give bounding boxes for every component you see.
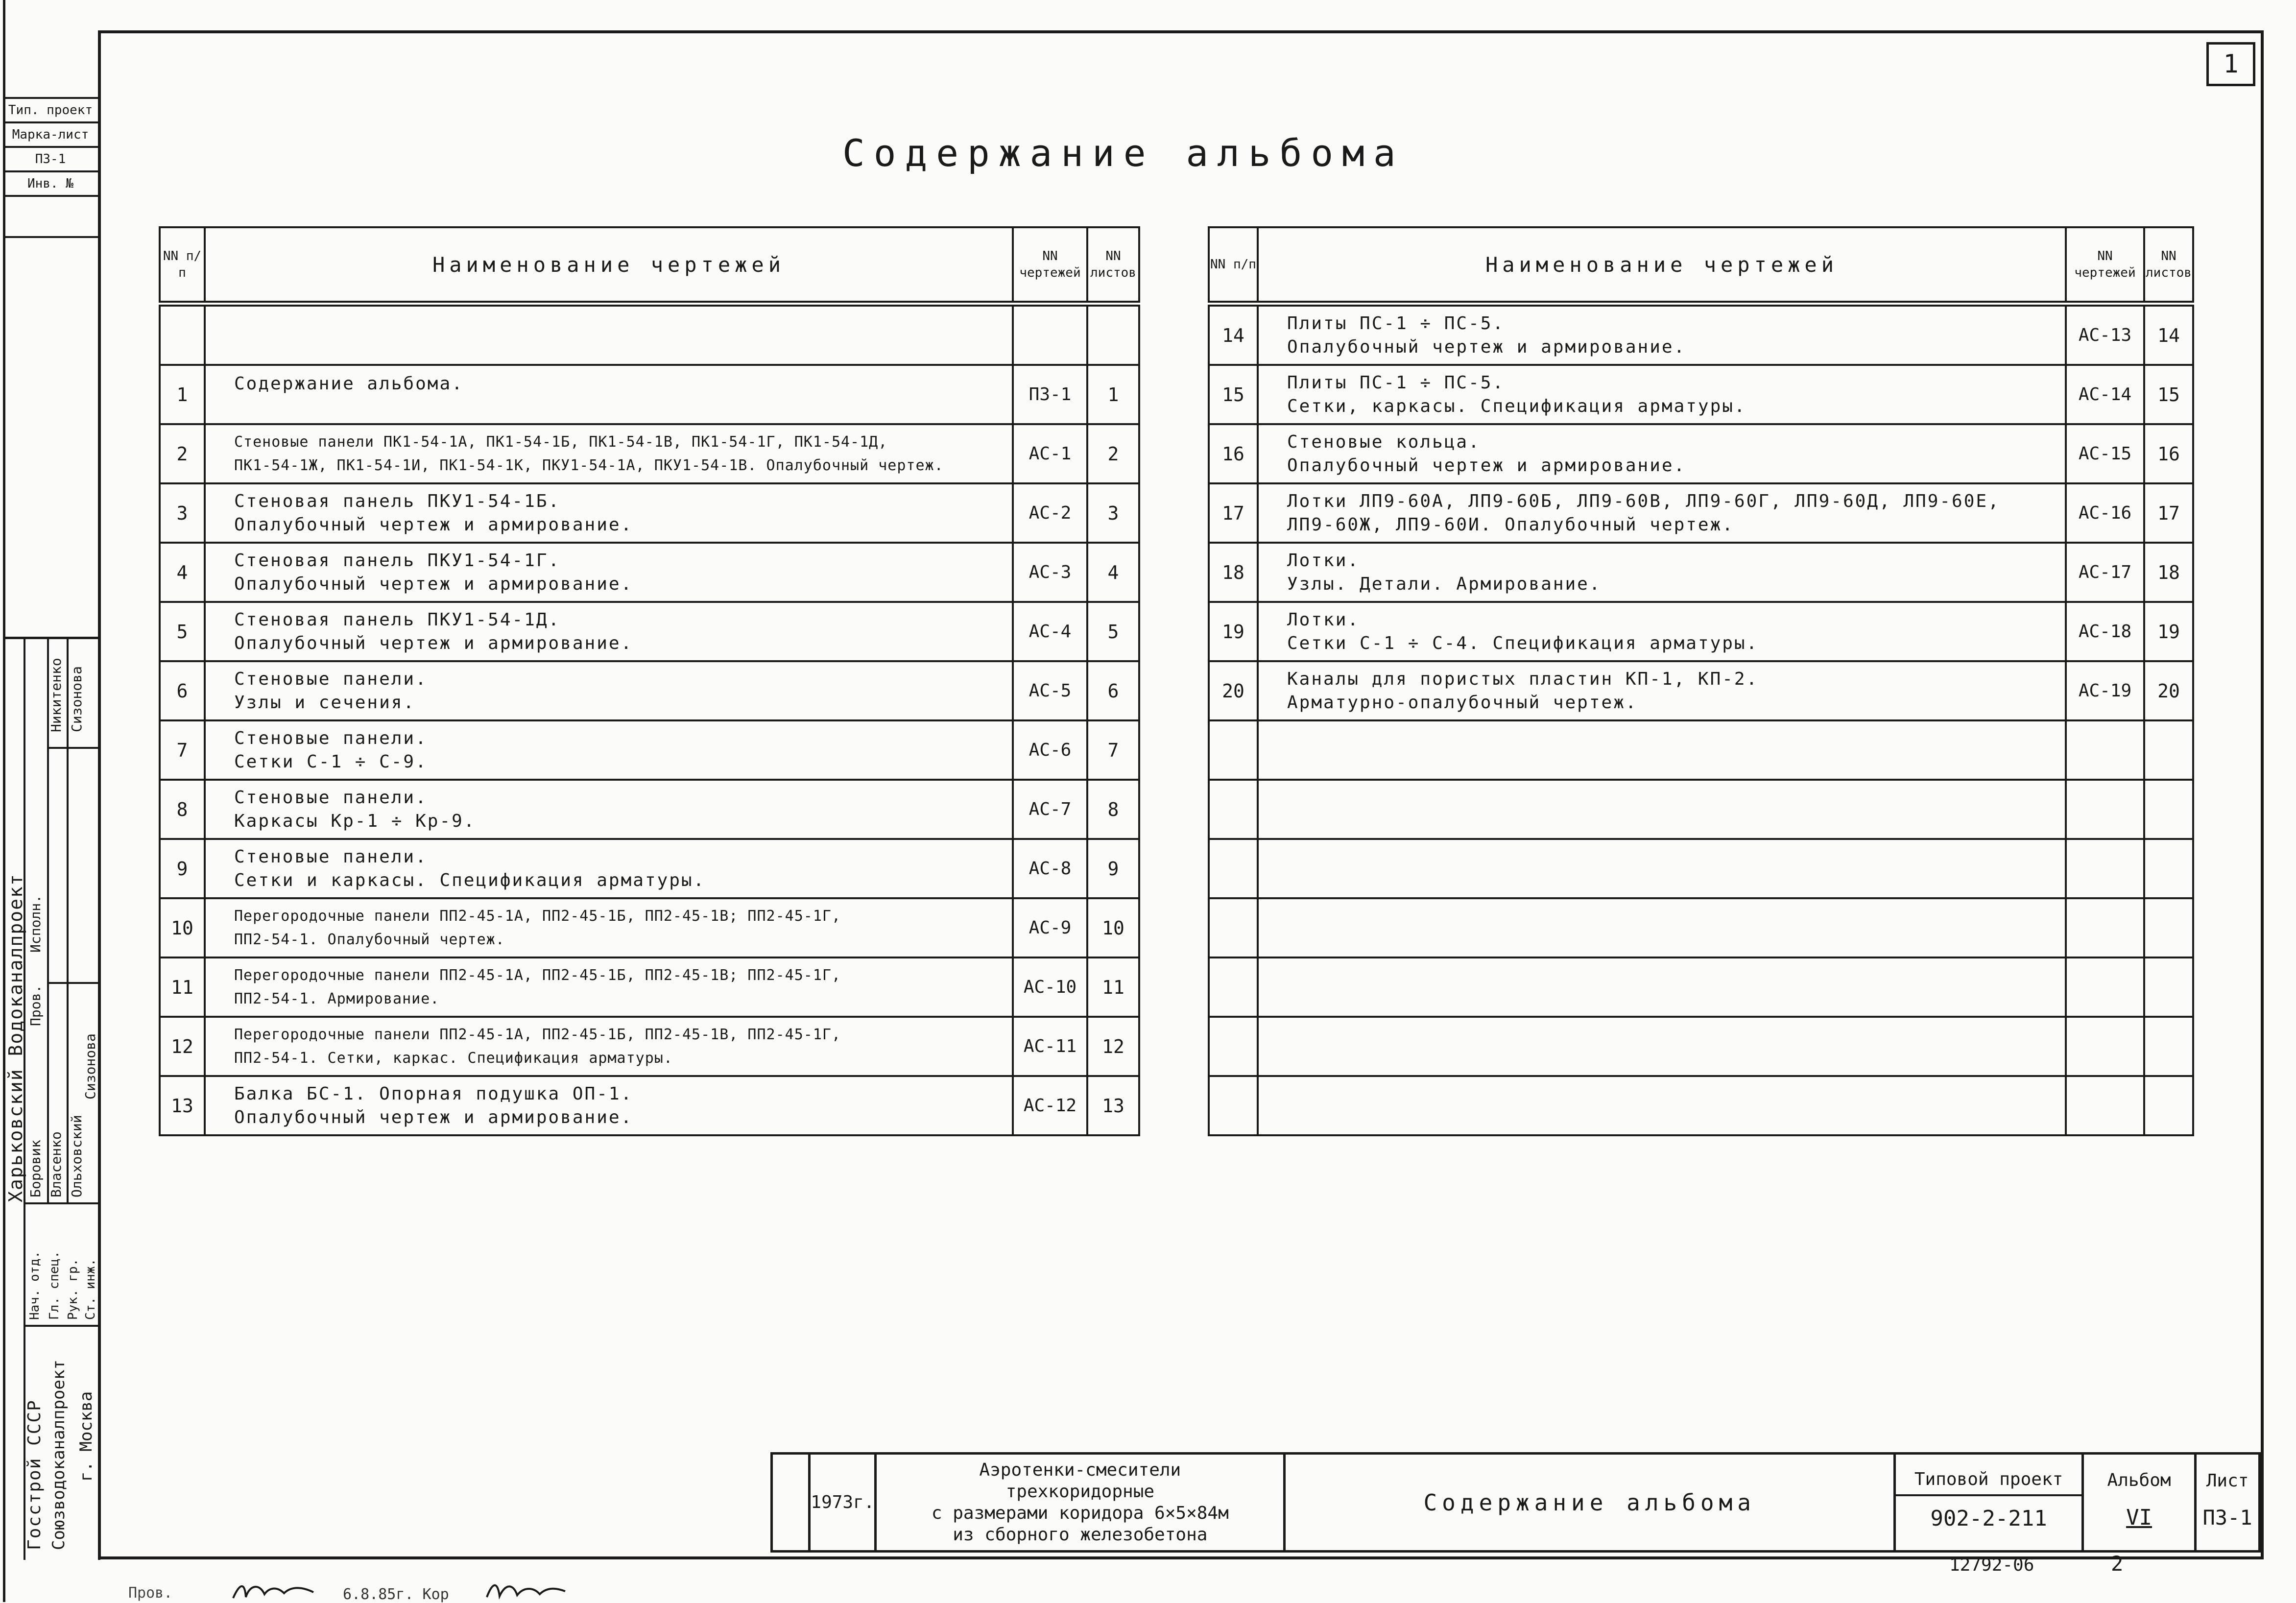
side-role-checker: Пров. — [27, 984, 44, 1026]
stamp-album-value: VI — [2126, 1505, 2152, 1530]
row-title-line — [234, 335, 1012, 357]
row-title-line: Плиты ПС-1 ÷ ПС-5. — [1287, 372, 1505, 393]
row-title-line: Балка БС-1. Опорная подушка ОП-1. — [234, 1083, 633, 1104]
row-sheet-number — [2144, 720, 2193, 780]
row-title-line — [1287, 928, 2065, 950]
header-sheets: NN листов — [1087, 227, 1139, 304]
table-row — [160, 365, 1139, 424]
row-title-line: Опалубочный чертеж и армирование. — [1287, 455, 1686, 476]
stamp-tip-proekt — [1895, 1454, 2083, 1552]
row-sheet-number — [2144, 1076, 2193, 1135]
row-sheet-number: 1 — [1087, 365, 1139, 424]
row-title — [1258, 661, 2066, 720]
row-title-line: Лотки. — [1287, 609, 1360, 630]
row-title-line — [234, 314, 1012, 335]
table-row — [1209, 1076, 2193, 1135]
row-drawing-code — [2066, 1076, 2144, 1135]
row-title-line: Сетки С-1 ÷ С-9. — [234, 751, 428, 772]
table-row — [160, 720, 1139, 780]
row-title — [205, 780, 1013, 839]
stamp-tip-proekt-label: Типовой проект — [1896, 1464, 2081, 1496]
row-title-line: Арматурно-опалубочный чертеж. — [1287, 692, 1638, 713]
row-sheet-number — [2144, 1017, 2193, 1076]
row-title-line — [1287, 1025, 2065, 1047]
side-name-nikitenko: Никитенко — [48, 658, 64, 732]
row-number: 15 — [1209, 365, 1258, 424]
row-title-line: Сетки С-1 ÷ С-4. Спецификация арматуры. — [1287, 633, 1759, 653]
row-title — [1258, 304, 2066, 365]
row-title — [1258, 839, 2066, 898]
row-sheet-number — [2144, 839, 2193, 898]
row-title-line: Опалубочный чертеж и армирование. — [234, 574, 633, 594]
stamp-list — [2196, 1454, 2260, 1552]
table-row — [1209, 365, 2193, 424]
table-row — [1209, 839, 2193, 898]
row-title-line: Стеновые панели. — [234, 669, 428, 689]
row-sheet-number: 6 — [1087, 661, 1139, 720]
row-drawing-code: АС-17 — [2066, 543, 2144, 602]
row-title-line: ПП2-54-1. Сетки, каркас. Спецификация арматуры. — [234, 1049, 673, 1067]
row-title-line: Стеновая панель ПКУ1-54-1Д. — [234, 609, 561, 630]
row-title-line: ПП2-54-1. Опалубочный чертеж. — [234, 931, 505, 948]
row-title-line: Опалубочный чертеж и армирование. — [234, 633, 633, 653]
right-register-table — [1208, 226, 2194, 1136]
row-drawing-code: АС-16 — [2066, 483, 2144, 543]
table-row — [1209, 304, 2193, 365]
row-title-line: Стеновые панели. — [234, 846, 428, 867]
row-title-line: Узлы. Детали. Армирование. — [1287, 574, 1602, 594]
row-sheet-number: 15 — [2144, 365, 2193, 424]
row-number — [1209, 957, 1258, 1017]
header-drawings: NN чертежей — [1013, 227, 1087, 304]
row-title-line: Опалубочный чертеж и армирование. — [234, 1107, 633, 1127]
row-title-line — [1287, 987, 2065, 1009]
row-title-line: Опалубочный чертеж и армирование. — [1287, 336, 1686, 357]
row-title-line: ЛП9-60Ж, ЛП9-60И. Опалубочный чертеж. — [1287, 514, 1734, 535]
row-sheet-number: 7 — [1087, 720, 1139, 780]
side-name-vlasenko: Власенко — [48, 1131, 64, 1197]
row-number — [160, 304, 205, 365]
row-title-line: Стеновая панель ПКУ1-54-1Б. — [234, 491, 561, 511]
row-drawing-code: АС-12 — [1013, 1076, 1087, 1135]
row-title-line: Стеновые панели ПК1-54-1А, ПК1-54-1Б, ПК1-54-1В, ПК1-54-1Г, ПК1-54-1Д, — [234, 433, 888, 451]
row-number — [1209, 898, 1258, 957]
title-block — [770, 1452, 2261, 1553]
row-sheet-number: 19 — [2144, 602, 2193, 661]
row-sheet-number: 12 — [1087, 1017, 1139, 1076]
row-sheet-number — [1087, 304, 1139, 365]
side-pos-ruk-gr: Рук. гр. — [66, 1258, 80, 1320]
row-title — [205, 661, 1013, 720]
row-title-line: Каркасы Кр-1 ÷ Кр-9. — [234, 811, 476, 831]
row-title — [1258, 720, 2066, 780]
table-row — [1209, 957, 2193, 1017]
header-drawings: NN чертежей — [2066, 227, 2144, 304]
left-register-table — [159, 226, 1140, 1136]
archive-number: 12792-06 — [1949, 1555, 2034, 1575]
header-sheets: NN листов — [2144, 227, 2193, 304]
stamp-project-line-2: трехкоридорные — [1005, 1481, 1155, 1502]
row-drawing-code: АС-18 — [2066, 602, 2144, 661]
side-pos-st-inzh: Ст. инж. — [83, 1258, 98, 1320]
row-drawing-code — [2066, 957, 2144, 1017]
table-header-row — [160, 227, 1139, 304]
row-sheet-number: 16 — [2144, 424, 2193, 483]
page-title: Содержание альбома — [842, 131, 1405, 175]
table-row — [1209, 602, 2193, 661]
row-title — [205, 957, 1013, 1017]
row-title-line — [1287, 729, 2065, 750]
stamp-project — [876, 1454, 1285, 1552]
row-title-line — [1287, 1106, 2065, 1127]
row-title-line: Содержание альбома. — [234, 373, 464, 394]
stamp-album-label: Альбом — [2107, 1470, 2171, 1490]
side-role-executor: Исполн. — [27, 894, 44, 953]
stamp-list-label: Лист — [2206, 1470, 2249, 1491]
row-number — [1209, 1017, 1258, 1076]
stamp-sheet-title: Содержание альбома — [1285, 1454, 1895, 1552]
row-title-line: Сетки, каркасы. Спецификация арматуры. — [1287, 396, 1746, 416]
row-title-line: Сетки и каркасы. Спецификация арматуры. — [234, 870, 706, 890]
side-pos-nach-otd: Нач. отд. — [27, 1251, 42, 1320]
row-title-line — [234, 396, 1012, 417]
row-title-line: Опалубочный чертеж и армирование. — [234, 514, 633, 535]
footer-note-prefix: Пров. — [128, 1584, 173, 1602]
row-sheet-number: 13 — [1087, 1076, 1139, 1135]
row-drawing-code: АС-6 — [1013, 720, 1087, 780]
row-title-line: Стеновые панели. — [234, 787, 428, 808]
row-title — [1258, 543, 2066, 602]
row-title-line: Перегородочные панели ПП2-45-1А, ПП2-45-1Б, ПП2-45-1В, ПП2-45-1Г, — [234, 1026, 841, 1043]
row-drawing-code — [2066, 1017, 2144, 1076]
row-number: 7 — [160, 720, 205, 780]
row-title-line — [1287, 750, 2065, 772]
row-title-line: Стеновые панели. — [234, 728, 428, 748]
row-title-line — [1287, 788, 2065, 810]
table-row — [1209, 720, 2193, 780]
row-title-line: Лотки ЛП9-60А, ЛП9-60Б, ЛП9-60В, ЛП9-60Г, ЛП9-60Д, ЛП9-60Е, — [1287, 491, 2000, 511]
footer-note-date: 6.8.85г. Кор — [343, 1586, 449, 1603]
row-number: 18 — [1209, 543, 1258, 602]
row-drawing-code — [1013, 304, 1087, 365]
row-sheet-number: 8 — [1087, 780, 1139, 839]
row-number: 5 — [160, 602, 205, 661]
table-row — [160, 602, 1139, 661]
row-title — [1258, 1076, 2066, 1135]
row-title-line: Перегородочные панели ПП2-45-1А, ПП2-45-1Б, ПП2-45-1В; ПП2-45-1Г, — [234, 966, 841, 984]
row-drawing-code — [2066, 898, 2144, 957]
row-number: 3 — [160, 483, 205, 543]
row-title — [205, 1017, 1013, 1076]
signature-1 — [230, 1579, 318, 1602]
row-title — [205, 839, 1013, 898]
side-gosstroi: Госстрой СССР — [24, 1399, 45, 1550]
table-row — [160, 543, 1139, 602]
side-name-sizonova-upper: Сизонова — [69, 666, 85, 732]
side-pos-gl-spec: Гл. спец. — [47, 1251, 62, 1320]
row-number — [1209, 780, 1258, 839]
row-number: 9 — [160, 839, 205, 898]
row-title — [1258, 602, 2066, 661]
row-number — [1209, 839, 1258, 898]
row-title — [1258, 483, 2066, 543]
table-row — [160, 839, 1139, 898]
row-number: 17 — [1209, 483, 1258, 543]
row-drawing-code: АС-7 — [1013, 780, 1087, 839]
row-drawing-code — [2066, 720, 2144, 780]
table-row — [1209, 483, 2193, 543]
table-row — [1209, 661, 2193, 720]
row-sheet-number: 3 — [1087, 483, 1139, 543]
row-title-line: Каналы для пористых пластин КП-1, КП-2. — [1287, 669, 1759, 689]
row-title — [205, 602, 1013, 661]
row-drawing-code: АС-2 — [1013, 483, 1087, 543]
row-number: 2 — [160, 424, 205, 483]
side-org-block: Харьковский Водоканалпроект — [5, 873, 26, 1202]
header-name: Наименование чертежей — [1258, 227, 2066, 304]
row-number — [1209, 720, 1258, 780]
row-title-line — [1287, 1047, 2065, 1068]
table-row — [160, 898, 1139, 957]
row-number: 12 — [160, 1017, 205, 1076]
row-title-line: ПП2-54-1. Армирование. — [234, 990, 440, 1007]
row-title-line: Стеновая панель ПКУ1-54-1Г. — [234, 550, 561, 571]
side-header-boxes — [3, 97, 98, 238]
row-title-line: Перегородочные панели ПП2-45-1А, ПП2-45-1Б, ПП2-45-1В; ПП2-45-1Г, — [234, 907, 841, 925]
row-title — [205, 304, 1013, 365]
table-row — [160, 1017, 1139, 1076]
row-number: 14 — [1209, 304, 1258, 365]
row-drawing-code: АС-9 — [1013, 898, 1087, 957]
row-drawing-code: АС-4 — [1013, 602, 1087, 661]
row-title — [205, 898, 1013, 957]
row-drawing-code: АС-5 — [1013, 661, 1087, 720]
row-sheet-number: 18 — [2144, 543, 2193, 602]
row-drawing-code: ПЗ-1 — [1013, 365, 1087, 424]
row-sheet-number — [2144, 780, 2193, 839]
row-sheet-number: 4 — [1087, 543, 1139, 602]
side-inv-no: Инв. № — [3, 172, 98, 197]
row-title — [205, 543, 1013, 602]
row-title-line — [1287, 907, 2065, 928]
row-drawing-code: АС-15 — [2066, 424, 2144, 483]
table-row — [160, 780, 1139, 839]
row-title — [205, 424, 1013, 483]
row-number — [1209, 1076, 1258, 1135]
row-drawing-code: АС-8 — [1013, 839, 1087, 898]
row-drawing-code: АС-14 — [2066, 365, 2144, 424]
header-pp: NN п/п — [160, 227, 205, 304]
row-title-line — [1287, 847, 2065, 869]
side-name-sizonova-lower: Сизонова — [82, 1033, 98, 1100]
row-title-line — [1287, 1084, 2065, 1106]
row-title-line: Узлы и сечения. — [234, 692, 416, 713]
row-number: 8 — [160, 780, 205, 839]
row-sheet-number: 10 — [1087, 898, 1139, 957]
row-drawing-code: АС-1 — [1013, 424, 1087, 483]
row-title-line: Стеновые кольца. — [1287, 431, 1481, 452]
row-title-line — [1287, 810, 2065, 831]
table-row — [1209, 543, 2193, 602]
side-empty-box — [3, 197, 98, 238]
row-number: 10 — [160, 898, 205, 957]
row-sheet-number: 5 — [1087, 602, 1139, 661]
stamp-year: 1973г. — [810, 1454, 876, 1552]
row-drawing-code: АС-19 — [2066, 661, 2144, 720]
row-number: 1 — [160, 365, 205, 424]
row-sheet-number — [2144, 898, 2193, 957]
row-sheet-number — [2144, 957, 2193, 1017]
row-title — [1258, 424, 2066, 483]
row-title — [1258, 957, 2066, 1017]
header-pp: NN п/п — [1209, 227, 1258, 304]
row-number: 19 — [1209, 602, 1258, 661]
stamp-list-value: ПЗ-1 — [2202, 1505, 2252, 1530]
row-title — [205, 1076, 1013, 1135]
row-drawing-code — [2066, 780, 2144, 839]
row-drawing-code: АС-11 — [1013, 1017, 1087, 1076]
row-title — [1258, 365, 2066, 424]
table-row — [1209, 424, 2193, 483]
row-number: 16 — [1209, 424, 1258, 483]
row-sheet-number: 2 — [1087, 424, 1139, 483]
side-moscow: г. Москва — [76, 1391, 96, 1482]
row-title — [205, 483, 1013, 543]
row-title — [1258, 1017, 2066, 1076]
table-row — [160, 483, 1139, 543]
row-number: 11 — [160, 957, 205, 1017]
stamp-album — [2082, 1454, 2195, 1552]
table-row — [160, 1076, 1139, 1135]
side-name-olkhovsky: Ольховский — [69, 1115, 85, 1197]
row-title-line — [1287, 869, 2065, 890]
signature-2 — [485, 1579, 568, 1602]
side-approval-block — [3, 637, 100, 1560]
row-sheet-number: 20 — [2144, 661, 2193, 720]
footer-page: 2 — [2111, 1552, 2124, 1576]
row-drawing-code: АС-13 — [2066, 304, 2144, 365]
row-number: 13 — [160, 1076, 205, 1135]
row-sheet-number: 17 — [2144, 483, 2193, 543]
row-title — [205, 720, 1013, 780]
table-row — [160, 424, 1139, 483]
sheet-number-box: 1 — [2206, 42, 2255, 86]
header-name: Наименование чертежей — [205, 227, 1013, 304]
side-marka-list: Марка-лист — [3, 123, 98, 148]
side-tip-proekt: Тип. проект — [3, 99, 98, 123]
row-drawing-code: АС-10 — [1013, 957, 1087, 1017]
row-sheet-number: 14 — [2144, 304, 2193, 365]
side-marka-value: ПЗ-1 — [3, 148, 98, 172]
table-row — [160, 957, 1139, 1017]
table-row — [160, 304, 1139, 365]
row-title — [1258, 898, 2066, 957]
row-number: 20 — [1209, 661, 1258, 720]
row-number: 4 — [160, 543, 205, 602]
row-title — [205, 365, 1013, 424]
side-name-borovik: Боровик — [27, 1139, 44, 1197]
row-title-line: Лотки. — [1287, 550, 1360, 571]
row-title-line: ПК1-54-1Ж, ПК1-54-1И, ПК1-54-1К, ПКУ1-54-1А, ПКУ1-54-1В. Опалубочный чертеж. — [234, 456, 944, 474]
row-title-line: Плиты ПС-1 ÷ ПС-5. — [1287, 313, 1505, 334]
row-sheet-number: 11 — [1087, 957, 1139, 1017]
row-drawing-code: АС-3 — [1013, 543, 1087, 602]
stamp-project-line-4: из сборного железобетона — [953, 1524, 1208, 1545]
stamp-project-line-1: Аэротенки-смесители — [979, 1459, 1181, 1480]
table-row — [1209, 898, 2193, 957]
table-header-row — [1209, 227, 2193, 304]
row-number: 6 — [160, 661, 205, 720]
table-row — [1209, 780, 2193, 839]
row-title-line — [1287, 966, 2065, 987]
row-title — [1258, 780, 2066, 839]
table-row — [160, 661, 1139, 720]
row-sheet-number: 9 — [1087, 839, 1139, 898]
stamp-project-line-3: с размерами коридора 6×5×84м — [931, 1503, 1229, 1523]
row-drawing-code — [2066, 839, 2144, 898]
stamp-tip-proekt-value: 902-2-211 — [1930, 1506, 2047, 1531]
table-row — [1209, 1017, 2193, 1076]
side-soyuzvodokanalproekt: Союзводоканалпроект — [49, 1360, 69, 1550]
